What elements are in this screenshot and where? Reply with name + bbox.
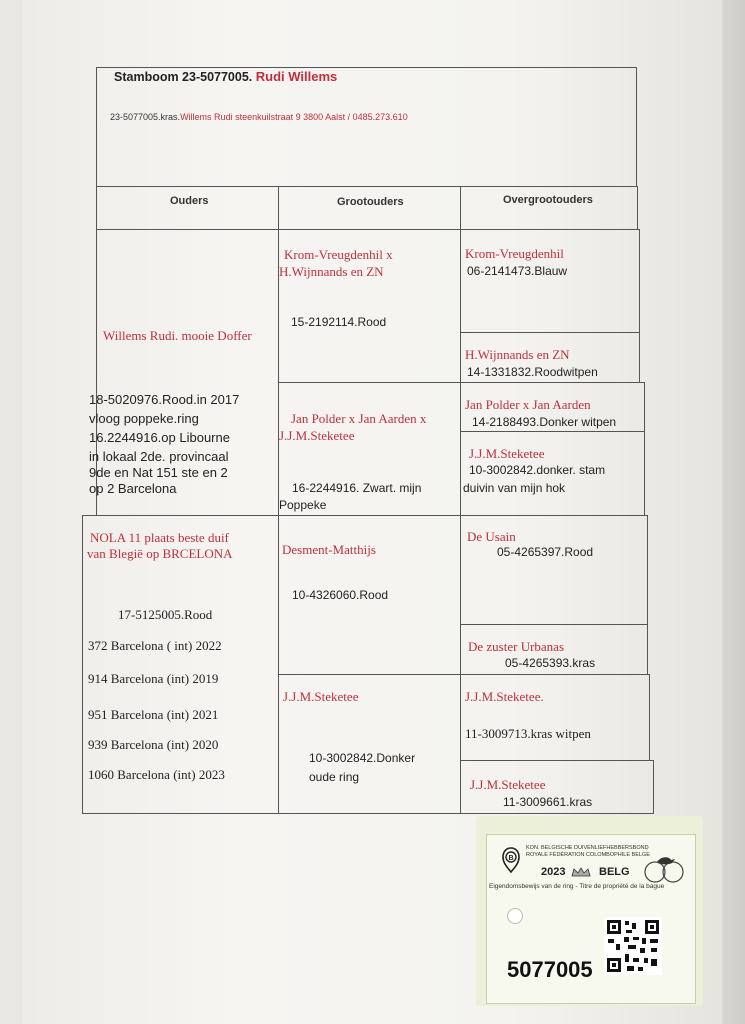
column-header-cell-grootouders bbox=[278, 186, 461, 230]
mother-result-5: 1060 Barcelona (int) 2023 bbox=[88, 767, 225, 782]
title-prefix: Stamboom 23-5077005. bbox=[114, 70, 253, 84]
owner-details: Willems Rudi steenkuilstraat 9 3800 Aalst / 0485.273.610 bbox=[180, 112, 408, 122]
father-line-2: vloog poppeke.ring bbox=[89, 411, 199, 426]
ring-card-org-fr: ROYALE FÉDÉRATION COLOMBOPHILE BELGE bbox=[526, 852, 650, 858]
owner-address bbox=[110, 112, 408, 122]
great-grandparent-2-ring: 14-1331832.Roodwitpen bbox=[467, 365, 598, 379]
grandparent-2-ring-line-2: Poppeke bbox=[279, 498, 327, 512]
grandparent-1-name-line-2: H.Wijnnands en ZN bbox=[279, 264, 384, 279]
background-surface bbox=[722, 0, 745, 1024]
mother-name-line-1: NOLA 11 plaats beste duif bbox=[90, 530, 229, 545]
great-grandparent-8-ring: 11-3009661.kras bbox=[503, 795, 593, 809]
great-grandparent-cell-1 bbox=[460, 229, 640, 333]
father-name: Willems Rudi. mooie Doffer bbox=[103, 328, 252, 343]
father-line-1: 18-5020976.Rood.in 2017 bbox=[89, 392, 240, 407]
great-grandparent-1-ring: 06-2141473.Blauw bbox=[467, 264, 568, 278]
ring-card-country: BELG bbox=[599, 866, 630, 878]
column-header-cell-overgrootouders bbox=[460, 186, 638, 230]
federation-logo-icon bbox=[500, 846, 522, 874]
mother-result-1: 372 Barcelona ( int) 2022 bbox=[88, 638, 222, 653]
grandparent-2-name-line-1: Jan Polder x Jan Aarden x bbox=[291, 411, 427, 426]
pedigree-title bbox=[114, 69, 337, 84]
ring-card-caption: Eigendomsbewijs van de ring - Titre de propriété de la bague bbox=[489, 883, 665, 890]
mother-name-line-2: van Blegië op BRCELONA bbox=[87, 546, 233, 561]
mother-ring: 17-5125005.Rood bbox=[118, 607, 213, 622]
header-box bbox=[96, 67, 637, 187]
grandparent-2-ring-line-1: 16-2244916. Zwart. mijn bbox=[292, 481, 422, 495]
pigeon-emblem-icon bbox=[641, 852, 687, 884]
mother-result-2: 914 Barcelona (int) 2019 bbox=[88, 671, 219, 686]
mother-result-3: 951 Barcelona (int) 2021 bbox=[88, 707, 219, 722]
great-grandparent-cell-7 bbox=[460, 674, 650, 761]
grandparent-3-name: Desment-Matthijs bbox=[282, 542, 376, 557]
grandparent-4-name: J.J.M.Steketee bbox=[283, 689, 359, 704]
qr-code-icon bbox=[604, 917, 662, 975]
grandparent-1-name-line-1: Krom-Vreugdenhil x bbox=[284, 247, 393, 262]
column-header-overgrootouders: Overgrootouders bbox=[503, 194, 593, 206]
grandparent-4-ring-line-1: 10-3002842.Donker bbox=[309, 751, 416, 765]
grandparent-2-name-line-2: J.J.M.Steketee bbox=[279, 428, 355, 443]
column-header-ouders: Ouders bbox=[170, 195, 209, 207]
column-header-cell-ouders bbox=[96, 186, 279, 230]
great-grandparent-8-name: J.J.M.Steketee bbox=[470, 777, 546, 792]
great-grandparent-4-ring-line-2: duivin van mijn hok bbox=[463, 481, 566, 495]
great-grandparent-7-name: J.J.M.Steketee. bbox=[465, 689, 544, 704]
great-grandparent-4-ring-line-1: 10-3002842.donker. stam bbox=[469, 463, 606, 477]
father-line-6: op 2 Barcelona bbox=[89, 481, 177, 496]
great-grandparent-6-ring: 05-4265393.kras bbox=[505, 656, 596, 670]
owner-ring-id: 23-5077005.kras. bbox=[110, 112, 181, 122]
great-grandparent-6-name: De zuster Urbanas bbox=[468, 639, 565, 654]
great-grandparent-5-ring: 05-4265397.Rood bbox=[497, 545, 594, 559]
great-grandparent-5-name: De Usain bbox=[467, 529, 516, 544]
ring-card-year: 2023 bbox=[541, 866, 566, 878]
great-grandparent-7-ring: 11-3009713.kras witpen bbox=[465, 726, 591, 741]
father-line-4: in lokaal 2de. provincaal bbox=[89, 449, 229, 464]
ring-card-number: 5077005 bbox=[507, 957, 593, 982]
mother-result-4: 939 Barcelona (int) 2020 bbox=[88, 737, 219, 752]
title-name: Rudi Willems bbox=[255, 69, 338, 84]
svg-text:B: B bbox=[508, 855, 514, 862]
great-grandparent-2-name: H.Wijnnands en ZN bbox=[465, 347, 570, 362]
great-grandparent-1-name: Krom-Vreugdenhil bbox=[465, 246, 564, 261]
column-header-grootouders: Grootouders bbox=[337, 196, 404, 208]
crown-icon bbox=[570, 866, 592, 878]
great-grandparent-3-ring: 14-2188493.Donker witpen bbox=[472, 415, 617, 429]
great-grandparent-3-name: Jan Polder x Jan Aarden bbox=[465, 397, 591, 412]
grandparent-3-ring: 10-4326060.Rood bbox=[292, 588, 389, 602]
father-line-3: 16.2244916.op Libourne bbox=[89, 430, 230, 445]
grandparent-4-ring-line-2: oude ring bbox=[309, 770, 360, 784]
ring-card-hole bbox=[507, 908, 523, 924]
grandparent-cell-2 bbox=[278, 382, 461, 516]
grandparent-1-ring: 15-2192114.Rood bbox=[291, 315, 387, 329]
ring-card-org-nl: KON. BELGISCHE DUIVENLIEFHEBBERSBOND bbox=[526, 845, 649, 851]
father-line-5: 9de en Nat 151 ste en 2 bbox=[89, 465, 228, 480]
great-grandparent-4-name: J.J.M.Steketee bbox=[469, 446, 545, 461]
